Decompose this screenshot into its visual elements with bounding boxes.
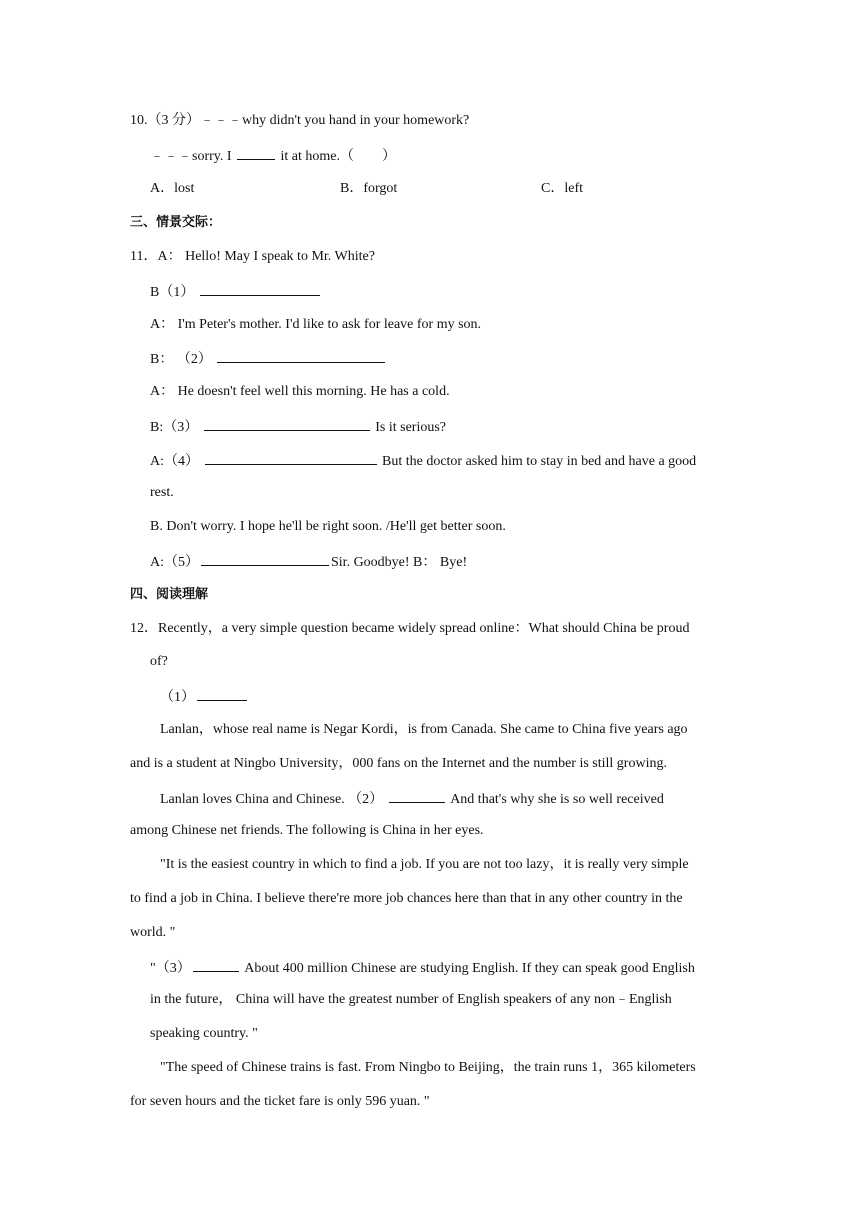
q11-a4-text: But the doctor asked him to stay in bed and have a good [382, 454, 697, 469]
q11-blank-5[interactable] [201, 551, 329, 566]
q11-line-b2 [150, 348, 387, 370]
q10-dialog-line [150, 145, 396, 167]
q11-blank-4[interactable] [205, 450, 377, 465]
q12-p4-line-2: in the future， China will have the greatest number of English speakers of any non﹣English [150, 992, 672, 1007]
q12-blank-1-label: （1） [160, 690, 195, 705]
q11-line-b4: B. Don't worry. I hope he'll be right soon. /He'll get better soon. [150, 519, 506, 534]
q11-b3-text: Is it serious? [375, 420, 446, 435]
q11-b1-label: B（1） [150, 285, 195, 300]
q10-line2-pre: ﹣﹣﹣sorry. I [150, 149, 232, 164]
q11-line-a4 [150, 450, 696, 472]
q10-option-a[interactable]: A．lost [150, 181, 195, 196]
q11-a4-label: A:（4） [150, 454, 199, 469]
q12-p5-line-2: for seven hours and the ticket fare is only 596 yuan. " [130, 1094, 430, 1109]
q12-p4-line-3: speaking country. " [150, 1026, 258, 1041]
q10-line2-end: ） [382, 149, 397, 164]
q11-a5-label: A:（5） [150, 555, 199, 570]
q12-p1-line-2: and is a student at Ningbo University，000 fans on the Internet and the number is still growing. [130, 756, 667, 771]
q11-line-a2: A： I'm Peter's mother. I'd like to ask for leave for my son. [150, 317, 482, 332]
q11-line-a3: A： He doesn't feel well this morning. He has a cold. [150, 384, 450, 399]
q10-line2-post: it at home.（ [280, 149, 355, 164]
q10-option-b[interactable]: B．forgot [340, 181, 398, 196]
q11-blank-1[interactable] [200, 281, 320, 296]
section-3-heading: 三、情景交际： [130, 215, 222, 230]
q12-p4-pre: "（3） [150, 961, 191, 976]
q11-line-b3 [150, 416, 446, 438]
q10-answer-blank[interactable] [237, 145, 275, 160]
q11-b2-label: B： （2） [150, 352, 212, 367]
q12-blank-1[interactable] [197, 686, 247, 701]
q12-p3-line-2: to find a job in China. I believe there're more job chances here than that in any other country in the [130, 891, 683, 906]
q11-line-a5 [150, 551, 467, 573]
section-4-heading: 四、阅读理解 [130, 587, 209, 602]
q12-p3-line-3: world. " [130, 925, 176, 940]
q12-p2-post: And that's why she is so well received [450, 792, 664, 807]
q12-p1-line-1: Lanlan，whose real name is Negar Kordi，is from Canada. She came to China five years ago [160, 722, 688, 737]
q12-p2-line-2: among Chinese net friends. The following is China in her eyes. [130, 823, 484, 838]
q11-b3-label: B:（3） [150, 420, 199, 435]
q12-line-1: 12．Recently，a very simple question became widely spread online：What should China be proud [130, 621, 690, 636]
q11-line-a4-cont: rest. [150, 485, 174, 500]
q12-p3-line-1: "It is the easiest country in which to find a job. If you are not too lazy，it is really very simple [160, 857, 689, 872]
q12-blank-3[interactable] [193, 957, 239, 972]
q10-stem: 10.（3 分）﹣﹣﹣why didn't you hand in your homework? [130, 113, 470, 128]
q12-p2-line-1 [160, 788, 664, 810]
q12-p5-line-1: "The speed of Chinese trains is fast. From Ningbo to Beijing，the train runs 1，365 kilometers [160, 1060, 696, 1075]
q11-blank-3[interactable] [204, 416, 370, 431]
q12-p2-pre: Lanlan loves China and Chinese. （2） [160, 792, 384, 807]
q11-a5-text: Sir. Goodbye! B： Bye! [331, 555, 468, 570]
q12-line-2: of? [150, 654, 168, 669]
q12-blank-2[interactable] [389, 788, 445, 803]
q11-line-a1: 11．A： Hello! May I speak to Mr. White? [130, 249, 375, 264]
q12-p4-line-1 [150, 957, 695, 979]
q10-option-c[interactable]: C．left [541, 181, 583, 196]
q12-blank-1-line [160, 686, 249, 708]
q11-line-b1 [150, 281, 322, 303]
q11-blank-2[interactable] [217, 348, 385, 363]
q12-p4-post: About 400 million Chinese are studying English. If they can speak good English [244, 961, 695, 976]
